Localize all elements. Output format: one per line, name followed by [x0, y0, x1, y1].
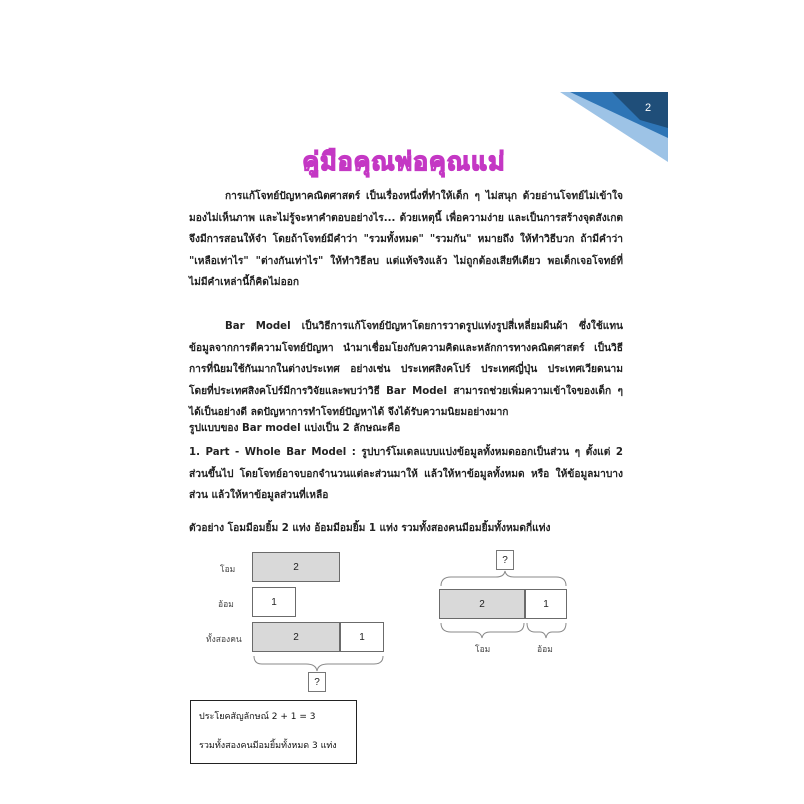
section-heading: รูปแบบของ Bar model แบ่งเป็น 2 ลักษณะคือ [189, 423, 401, 434]
bar-aom: 1 [252, 587, 296, 617]
number-sentence: ประโยคสัญลักษณ์ 2 + 1 = 3 [199, 712, 316, 722]
number-sentence-box [190, 700, 357, 764]
page-number: 2 [644, 102, 652, 114]
label-aom: อ้อม [218, 600, 234, 610]
bar-total-part2: 1 [340, 622, 384, 652]
bar-total-part1: 2 [252, 622, 340, 652]
unknown-total-right: ? [496, 550, 514, 570]
bar-om: 2 [252, 552, 340, 582]
right-om-brace [441, 623, 524, 638]
bar-model-paragraph: Bar Model เป็นวิธีการแก้โจทย์ปัญหาโดยการวาดรูปแท่งรูปสี่เหลี่ยมผืนผ้า ซึ่งใช้แทนข้อมูลจากการตีความโจทย์ปัญหา นำมาเชื่อมโยงกับความคิดและหลักการทางคณิตศาสตร์ เป็นวิธีการที่นิยมใช้กันมากในต่างประเทศ อย่างเช่น ประเทศสิงคโปร์ ประเทศญี่ปุ่น ประเทศเวียดนาม โดยที่ประเทศสิงคโปร์มีการวิจัยและพบว่าวิธี Bar Model สามารถช่วยเพิ่มความเข้าใจของเด็ก ๆ ได้เป็นอย่างดี ลดปัญหาการทำโจทย์ปัญหาได้ จึงได้รับความนิยมอย่างมาก [189, 321, 623, 418]
left-total-brace [254, 656, 383, 671]
example-title: ตัวอย่าง โอมมีอมยิ้ม 2 แท่ง อ้อมมีอมยิ้ม 1 แท่ง รวมทั้งสองคนมีอมยิ้มทั้งหมดกี่แท่ง [189, 523, 551, 534]
right-aom-brace [527, 623, 566, 638]
right-total-brace [441, 571, 566, 586]
unknown-total-left: ? [308, 672, 326, 692]
bar-right-part2: 1 [525, 589, 567, 619]
answer-sentence: รวมทั้งสองคนมีอมยิ้มทั้งหมด 3 แท่ง [199, 741, 337, 751]
label-both: ทั้งสองคน [206, 635, 242, 645]
bar-right-part1: 2 [439, 589, 525, 619]
page-title: คู่มือคุณพ่อคุณแม่ [302, 147, 506, 176]
label-right-aom: อ้อม [537, 645, 553, 655]
intro-paragraph: การแก้โจทย์ปัญหาคณิตศาสตร์ เป็นเรื่องหนึ่งที่ทำให้เด็ก ๆ ไม่สนุก ด้วยอ่านโจทย์ไม่เข้าใจ มองไม่เห็นภาพ และไม่รู้จะหาคำตอบอย่างไร... ด้วยเหตุนี้ เพื่อความง่าย และเป็นการสร้างจุดสังเกต จึงมีการสอนให้จำ โดยถ้าโจทย์มีคำว่า "รวมทั้งหมด" "รวมกัน" หมายถึง ให้ทำวิธีบวก ถ้ามีคำว่า "เหลือเท่าไร" "ต่างกันเท่าไร" ให้ทำวิธีลบ แต่แท้จริงแล้ว ไม่ถูกต้องเสียทีเดียว พอเด็กเจอโจทย์ที่ไม่มีคำเหล่านี้ก็คิดไม่ออก [189, 191, 623, 288]
section-body: 1. Part - Whole Bar Model : รูปบาร์โมเดลแบบแบ่งข้อมูลทั้งหมดออกเป็นส่วน ๆ ตั้งแต่ 2 ส่วนขึ้นไป โดยโจทย์อาจบอกจำนวนแต่ละส่วนมาให้ แล้วให้หาข้อมูลทั้งหมด หรือ ให้ข้อมูลมาบางส่วน แล้วให้หาข้อมูลส่วนที่เหลือ [189, 447, 623, 501]
label-right-om: โอม [475, 645, 491, 655]
label-om: โอม [220, 565, 236, 575]
